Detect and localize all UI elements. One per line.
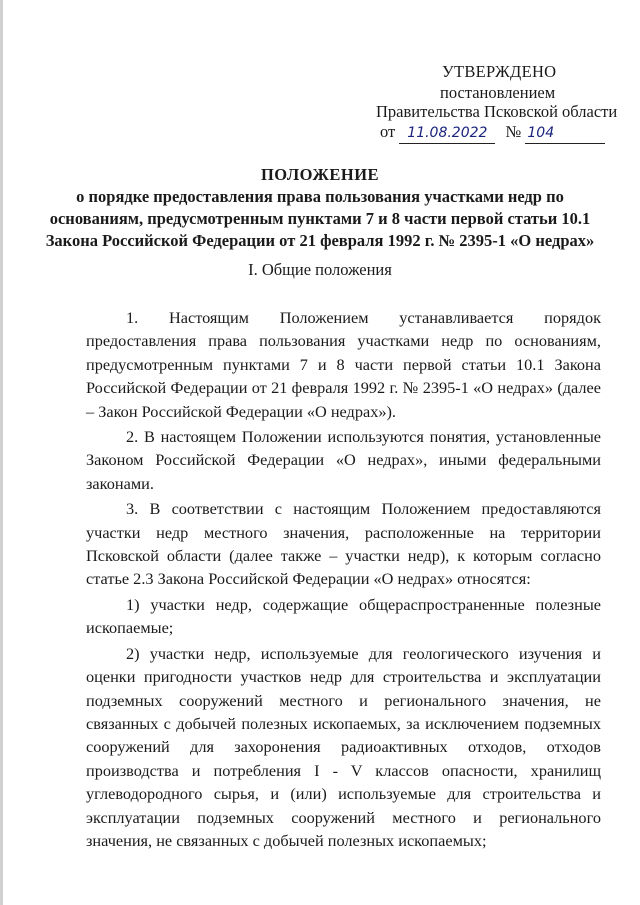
paragraph-4: 1) участки недр, содержащие общераспространенные полезные ископаемые;	[86, 594, 601, 638]
title-line-1: о порядке предоставления права пользования участками недр по	[76, 187, 564, 206]
paragraph-2: 2. В настоящем Положении используются понятия, установленные Законом Российской Федерации «О недрах», иными федеральными законами.	[86, 427, 601, 493]
title-line-3: Закона Российской Федерации от 21 февраля 1992 г. № 2395-1 «О недрах»	[45, 231, 595, 250]
handwritten-date: 11.08.2022	[399, 123, 495, 144]
paragraph-5: 2) участки недр, используемые для геологического изучения и оценки пригодности участков недр для строительства и эксплуатации подземных сооружений местного и регионального значения, не связанных с добычей полезных ископаемых, за исключением подземных сооружений для захоронения радиоактивных отходов, отходов производства и потребления I - V классов опасности, хранилищ углеводородного сырья, и (или) используемые для строительства и эксплуатации подземных сооружений местного и регионального значения, не связанных с добычей полезных ископаемых;	[86, 643, 601, 850]
handwritten-number: 104	[525, 123, 605, 144]
document-title	[30, 164, 610, 252]
scan-edge	[0, 0, 3, 905]
approval-government: Правительства Псковской области	[376, 102, 618, 121]
approval-by: постановлением	[440, 83, 556, 102]
title-line-2: основаниям, предусмотренным пунктами 7 и 8 части первой статьи 10.1	[49, 209, 591, 228]
paragraph-1: 1. Настоящим Положением устанавливается порядок предоставления права пользования участками недр по основаниям, предусмотренным пунктами 7 и 8 части первой статьи 10.1 Закона Российской Федерации от 21 февраля 1992 г. № 2395-1 «О недрах» (далее – Закон Российской Федерации «О недрах»).	[86, 308, 601, 421]
paragraph-3: 3. В соответствии с настоящим Положением предоставляются участки недр местного значения, расположенные на территории Псковской области (далее также – участки недр), к которым согласно статье 2.3 Закона Российской Федерации «О недрах» относятся:	[86, 499, 601, 589]
section-heading: I. Общие положения	[248, 260, 392, 279]
approval-stamp: УТВЕРЖДЕНО	[442, 62, 557, 81]
number-prefix: №	[505, 122, 522, 141]
approval-date-line	[380, 122, 605, 144]
document-body	[86, 306, 601, 854]
date-prefix: от	[380, 122, 396, 141]
title-main: ПОЛОЖЕНИЕ	[260, 165, 380, 184]
